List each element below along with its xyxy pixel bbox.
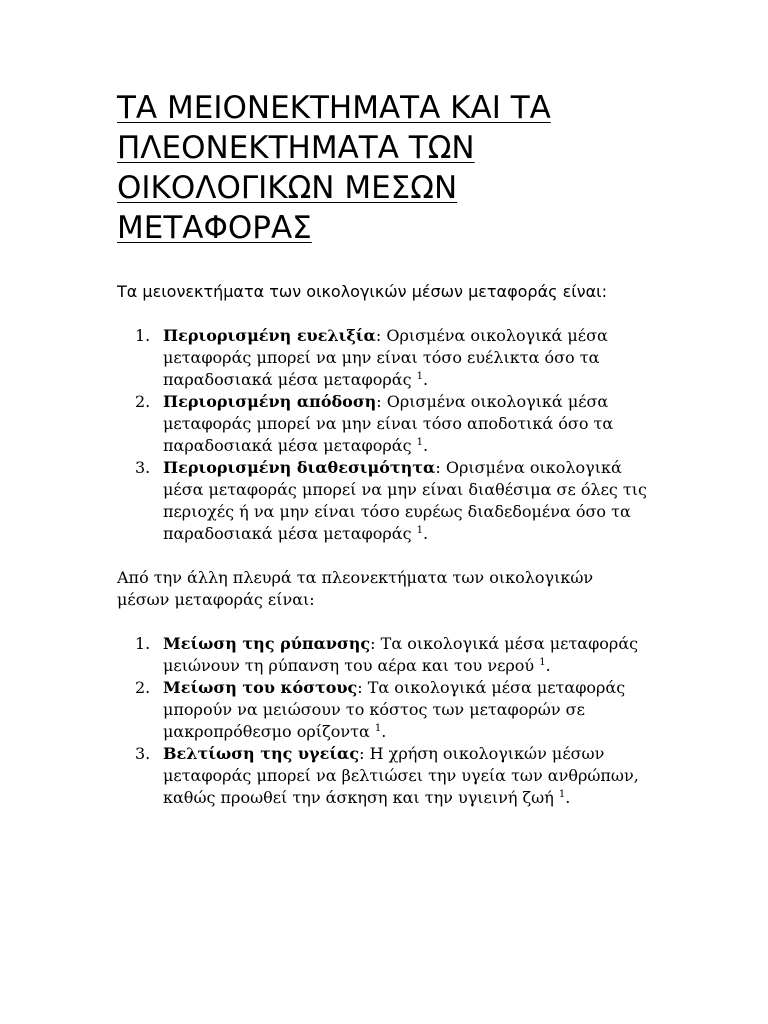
list-item-number: 2.: [135, 392, 151, 411]
list-item-end: .: [423, 524, 429, 543]
footnote-reference: 1: [374, 723, 382, 734]
list-item-text: : Τα οικολογικά μέσα μεταφοράς μπορούν να μειώσουν το κόστος των μεταφορών σε μακροπρόθεσμο ορίζοντα: [163, 678, 626, 741]
list-item-end: .: [545, 656, 551, 675]
list-item-text: : Τα οικολογικά μέσα μεταφοράς μειώνουν τη ρύπανση του αέρα και του νερού: [163, 634, 639, 675]
list-item: [117, 633, 663, 677]
list-item-end: .: [423, 436, 429, 455]
footnote-reference: 1: [539, 657, 546, 668]
list-item: [117, 743, 663, 809]
list-item-text: : Ορισμένα οικολογικά μέσα μεταφοράς μπορεί να μην είναι τόσο ευέλικτα όσο τα παραδοσιακά μέσα μεταφοράς: [163, 326, 608, 389]
list-item: [117, 677, 663, 743]
list-item-end: .: [423, 370, 429, 389]
document-page: [117, 88, 677, 809]
list-item-term: Περιορισμένη απόδοση: [163, 392, 377, 411]
list-item: [117, 391, 663, 457]
list-item-term: Μείωση της ρύπανσης: [163, 634, 371, 653]
list-item-number: 1.: [135, 326, 151, 345]
list-item-term: Βελτίωση της υγείας: [163, 744, 360, 763]
list-item: [117, 325, 663, 391]
disadvantages-intro: Τα μειονεκτήματα των οικολογικών μέσων μεταφοράς είναι:: [117, 282, 607, 301]
list-item-text: : Ορισμένα οικολογικά μέσα μεταφοράς μπορεί να μην είναι διαθέσιμα σε όλες τις περιοχές ή να μην είναι τόσο ευρέως διαδεδομένα όσο τα παραδοσιακά μέσα μεταφοράς: [163, 458, 648, 543]
list-item-text: : Η χρήση οικολογικών μέσων μεταφοράς μπορεί να βελτιώσει την υγεία των ανθρώπων, καθώς προωθεί την άσκηση και την υγιεινή ζωή: [163, 744, 639, 807]
advantages-intro: Από την άλλη πλευρά τα πλεονεκτήματα των οικολογικών μέσων μεταφοράς είναι:: [117, 568, 594, 609]
list-item-term: Μείωση του κόστους: [163, 678, 358, 697]
list-item: [117, 457, 663, 545]
list-item-text: : Ορισμένα οικολογικά μέσα μεταφοράς μπορεί να μην είναι τόσο αποδοτικά όσο τα παραδοσιακά μέσα μεταφοράς: [163, 392, 614, 455]
footnote-reference: 1: [416, 525, 423, 536]
document-title: ΤΑ ΜΕΙΟΝΕΚΤΗΜΑΤΑ ΚΑΙ ΤΑ ΠΛΕΟΝΕΚΤΗΜΑΤΑ ΤΩΝ ΟΙΚΟΛΟΓΙΚΩΝ ΜΕΣΩΝ ΜΕΤΑΦΟΡΑΣ: [117, 90, 551, 246]
list-item-number: 3.: [135, 744, 151, 763]
list-item-number: 1.: [135, 634, 151, 653]
footnote-reference: 1: [416, 437, 423, 448]
list-item-end: .: [381, 722, 387, 741]
list-item-term: Περιορισμένη διαθεσιμότητα: [163, 458, 436, 477]
footnote-reference: 1: [416, 371, 423, 382]
list-item-term: Περιορισμένη ευελιξία: [163, 326, 376, 345]
disadvantages-list: [117, 325, 677, 545]
list-item-number: 2.: [135, 678, 151, 697]
list-item-number: 3.: [135, 458, 151, 477]
advantages-list: [117, 633, 677, 809]
list-item-end: .: [565, 788, 571, 807]
footnote-reference: 1: [558, 789, 566, 800]
